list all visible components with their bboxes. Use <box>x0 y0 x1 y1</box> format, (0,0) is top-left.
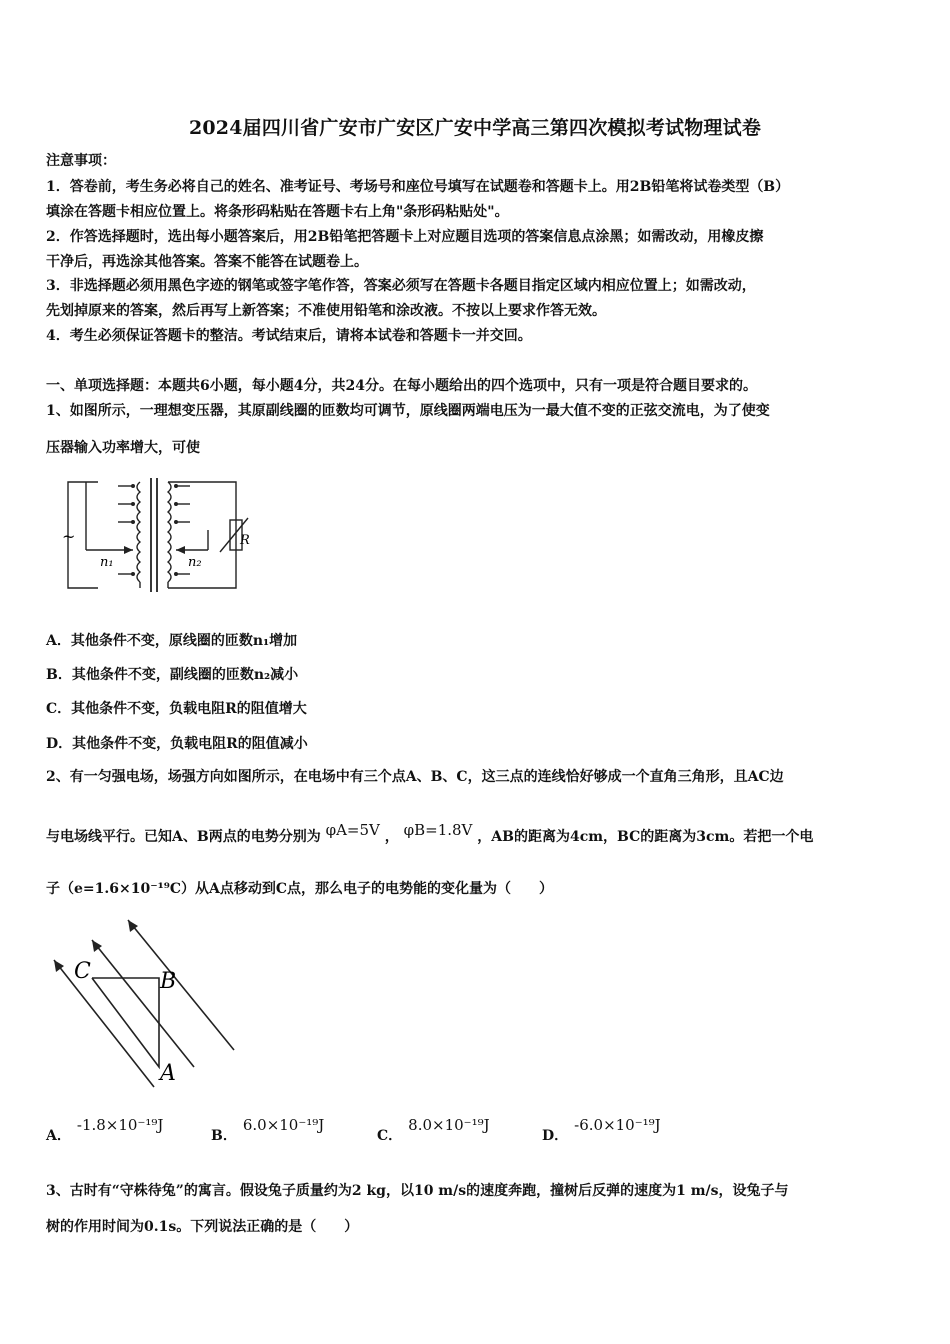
q2-stem-line-2 <box>46 821 908 847</box>
q2-option-a-label: A． <box>46 1128 71 1144</box>
point-c-label: C <box>74 959 91 984</box>
notice-line-7: 4．考生必须保证答题卡的整洁。考试结束后，请将本试卷和答题卡一并交回。 <box>46 328 532 344</box>
notice-line-2: 填涂在答题卡相应位置上。将条形码粘贴在答题卡右上角"条形码粘贴处"。 <box>46 204 509 220</box>
q2-option-d-label: D． <box>542 1128 569 1144</box>
n2-label: n₂ <box>188 555 202 570</box>
q2-option-b-label: B． <box>211 1128 237 1144</box>
q1-option-a[interactable]: A．其他条件不变，原线圈的匝数n₁增加 <box>46 633 298 649</box>
q2-option-a[interactable] <box>46 1116 164 1145</box>
q2-stem-line-2-post: ，AB的距离为4cm，BC的距离为3cm。若把一个电 <box>477 829 814 845</box>
notice-line-6: 先划掉原来的答案，然后再写上新答案；不准使用铅笔和涂改液。不按以上要求作答无效。 <box>46 303 606 319</box>
section-heading: 一、单项选择题：本题共6小题，每小题4分，共24分。在每小题给出的四个选项中，只有一项是符合题目要求的。 <box>46 378 757 394</box>
q1-stem-line-2: 压器输入功率增大，可使 <box>46 440 200 456</box>
q1-stem-line-1: 1、如图所示，一理想变压器，其原副线圈的匝数均可调节，原线圈两端电压为一最大值不变的正弦交流电，为了使变 <box>46 403 770 419</box>
transformer-figure <box>58 470 248 600</box>
q2-option-b-value: 6.0×10⁻¹⁹J <box>242 1116 325 1134</box>
notice-line-1: 1．答卷前，考生务必将自己的姓名、准考证号、考场号和座位号填写在试题卷和答题卡上。用2B铅笔将试卷类型（B） <box>46 179 790 195</box>
q2-option-b[interactable] <box>211 1116 325 1145</box>
r-label: R <box>240 533 250 548</box>
notice-line-4: 干净后，再选涂其他答案。答案不能答在试题卷上。 <box>46 254 368 270</box>
q2-option-c-value: 8.0×10⁻¹⁹J <box>408 1116 490 1134</box>
q2-stem-line-2-pre: 与电场线平行。已知A、B两点的电势分别为 <box>46 829 321 845</box>
q3-stem-line-1: 3、古时有“守株待兔”的寓言。假设兔子质量约为2 kg，以10 m/s的速度奔跑，撞树后反弹的速度为1 m/s，设兔子与 <box>46 1183 789 1199</box>
q2-stem-line-1: 2、有一匀强电场，场强方向如图所示，在电场中有三个点A、B、C，这三点的连线恰好够成一个直角三角形，且AC边 <box>46 769 784 785</box>
q1-option-d[interactable]: D．其他条件不变，负载电阻R的阻值减小 <box>46 736 308 752</box>
q3-stem-line-2: 树的作用时间为0.1s。下列说法正确的是（ ） <box>46 1219 359 1235</box>
field-triangle-figure <box>44 912 244 1092</box>
q2-stem-line-3: 子（e=1.6×10⁻¹⁹C）从A点移动到C点，那么电子的电势能的变化量为（ ） <box>46 881 554 897</box>
notice-line-3: 2．作答选择题时，选出每小题答案后，用2B铅笔把答题卡上对应题目选项的答案信息点涂黑；如需改动，用橡皮擦 <box>46 229 764 245</box>
q1-option-b[interactable]: B．其他条件不变，副线圈的匝数n₂减小 <box>46 667 299 683</box>
q2-option-d-value: -6.0×10⁻¹⁹J <box>574 1116 661 1134</box>
q2-option-c-label: C． <box>377 1128 403 1144</box>
q2-option-a-value: -1.8×10⁻¹⁹J <box>76 1116 164 1134</box>
ac-source-symbol: ~ <box>62 527 76 546</box>
exam-title: 2024届四川省广安市广安区广安中学高三第四次模拟考试物理试卷 <box>188 117 762 139</box>
q2-option-d[interactable] <box>542 1116 661 1145</box>
phi-separator: ， <box>384 829 399 845</box>
notice-heading: 注意事项： <box>46 153 116 169</box>
point-a-label: A <box>160 1061 176 1086</box>
q2-option-c[interactable] <box>377 1116 490 1145</box>
n1-label: n₁ <box>100 555 114 570</box>
phi-b: φB=1.8V <box>403 821 473 839</box>
notice-line-5: 3．非选择题必须用黑色字迹的钢笔或签字笔作答，答案必须写在答题卡各题目指定区域内相应位置上；如需改动， <box>46 278 756 294</box>
q1-option-c[interactable]: C．其他条件不变，负载电阻R的阻值增大 <box>46 701 307 717</box>
phi-a: φA=5V <box>325 821 380 839</box>
point-b-label: B <box>160 969 177 994</box>
